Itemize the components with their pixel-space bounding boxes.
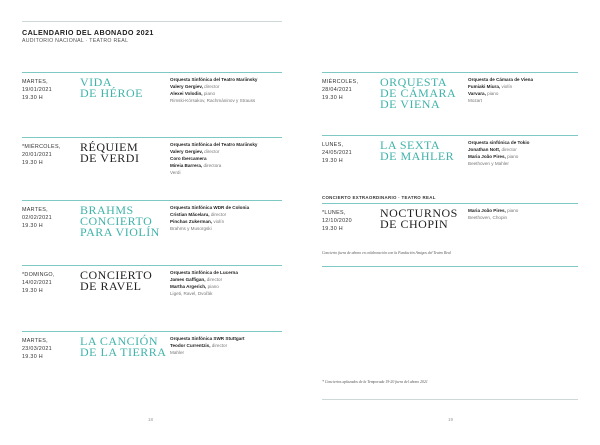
concert-entry	[22, 137, 282, 197]
concert-weekday: *LUNES,	[322, 210, 346, 216]
performer	[170, 90, 282, 97]
performer	[170, 155, 282, 162]
extra-concert-label: CONCIERTO EXTRAORDINARIO · TEATRO REAL	[322, 195, 436, 200]
page-number-left: 18	[148, 417, 154, 422]
concert-entry	[22, 331, 282, 391]
performer-name: Fumiaki Miura,	[468, 84, 501, 89]
concert-entry	[22, 265, 282, 325]
performer-role: director	[204, 84, 220, 89]
page-title: CALENDARIO DEL ABONADO 2021	[22, 28, 154, 37]
concert-title-line: DE CHOPIN	[380, 217, 449, 231]
concert-title-line: DE LA TIERRA	[80, 345, 167, 359]
concert-entry	[322, 72, 578, 132]
concert-date	[322, 141, 352, 165]
performer-role: director	[206, 277, 223, 282]
performer	[170, 148, 282, 155]
performer-name: Jonathan Nott,	[468, 147, 501, 152]
concert-day: 28/04/2021	[322, 87, 352, 93]
entry-rule	[22, 200, 282, 201]
repertoire: Brahms y Musorgski	[170, 226, 212, 231]
concert-title-line: RÉQUIEM	[80, 140, 139, 154]
concert-info	[468, 139, 578, 167]
concert-time: 19.30 H	[322, 226, 343, 232]
performer	[170, 211, 282, 218]
concert-date	[22, 78, 52, 102]
concert-date	[22, 337, 52, 361]
footnote: * Conciertos aplazados de la Temporada 19-20 fuera del abono 2021	[322, 380, 428, 384]
repertoire: Beethoven y Mahler	[468, 161, 509, 166]
concert-weekday: MARTES,	[22, 207, 48, 213]
concert-title	[80, 336, 166, 358]
concert-title-line: CONCIERTO	[80, 268, 153, 282]
concert-title-line: DE CÁMARA	[380, 86, 457, 100]
concert-title-line: PARA VIOLÍN	[80, 225, 160, 239]
concert-time: 19.30 H	[22, 354, 43, 360]
performer-name: Valery Gergiev,	[170, 84, 203, 89]
concert-info	[170, 335, 282, 356]
performer-name: Pinchas Zukerman,	[170, 219, 213, 224]
concert-title-line: LA SEXTA	[380, 138, 441, 152]
repertoire: Mozart	[468, 98, 483, 103]
concert-title	[80, 142, 139, 164]
concert-title-line: DE VERDI	[80, 151, 140, 165]
performer-name: Mireia Barrera,	[170, 163, 203, 168]
concert-entry	[22, 200, 282, 260]
concert-title-line: DE VIENA	[380, 97, 441, 111]
performer	[468, 153, 578, 160]
concert-title	[380, 140, 454, 162]
concert-title-line: BRAHMS	[80, 203, 134, 217]
concert-entry	[322, 135, 578, 195]
concert-title-line: CONCIERTO	[80, 214, 153, 228]
performer-name: Cristian Măcelaru,	[170, 212, 210, 217]
concert-info	[170, 269, 282, 297]
orchestra-name: Orquesta sinfónica de Tokio	[468, 140, 530, 145]
performer-role: violín	[501, 84, 513, 89]
orchestra-name: Orquesta Sinfónica del Teatro Mariinsky	[170, 77, 258, 82]
entry-rule	[322, 135, 578, 136]
performer-role: piano	[507, 154, 519, 159]
performer	[170, 276, 282, 283]
repertoire: Beethoven, Chopin	[468, 215, 508, 220]
concert-title-line: DE RAVEL	[80, 279, 142, 293]
entry-rule	[322, 72, 578, 73]
concert-date	[22, 206, 52, 230]
concert-day: 23/03/2021	[22, 346, 52, 352]
section-rule	[322, 266, 578, 267]
concert-title	[80, 270, 152, 292]
performer-name: Teodor Currentzis,	[170, 343, 211, 348]
concert-weekday: MARTES,	[22, 338, 48, 344]
concert-title-line: DE HÉROE	[80, 86, 143, 100]
repertoire: Verdi	[170, 170, 181, 175]
concert-date	[322, 209, 352, 233]
performer-role: director	[210, 212, 227, 217]
repertoire: Rimski-Kórsakov, Rachmáninov y Strauss	[170, 98, 256, 103]
entry-rule	[22, 265, 282, 266]
performer	[170, 162, 282, 169]
performer-name: Martha Argerich,	[170, 284, 207, 289]
concert-weekday: *DOMINGO,	[22, 272, 55, 278]
performer	[170, 83, 282, 90]
repertoire: Ligeti, Ravel, Dvořák	[170, 291, 213, 296]
concert-title-line: LA CANCIÓN	[80, 334, 159, 348]
performer-role: director	[501, 147, 517, 152]
entry-rule	[22, 331, 282, 332]
performer-name: Coro Ibercamera	[170, 156, 207, 161]
concert-info	[468, 76, 578, 104]
orchestra-name: Orquesta Sinfónica WDR de Colonia	[170, 205, 250, 210]
bottom-rule	[322, 399, 578, 400]
concert-day: 12/10/2020	[322, 218, 352, 224]
concert-entry	[22, 72, 282, 132]
concert-info	[170, 76, 282, 104]
performer-role: directora	[203, 163, 222, 168]
performer	[170, 283, 282, 290]
performer-role: piano	[487, 91, 499, 96]
performer	[170, 342, 282, 349]
concert-date	[322, 78, 358, 102]
concert-day: 02/02/2021	[22, 215, 52, 221]
performer-name: Maria João Pires,	[468, 208, 506, 213]
performer-role: violín	[213, 219, 225, 224]
concert-weekday: MIÉRCOLES,	[322, 79, 359, 85]
performer-role: director	[204, 149, 220, 154]
concert-date	[22, 271, 55, 295]
performer-role: piano	[507, 208, 519, 213]
orchestra-name: Orquesta Sinfónica SWR Stuttgart	[170, 336, 245, 341]
repertoire: Mahler	[170, 350, 185, 355]
concert-day: 24/05/2021	[322, 150, 352, 156]
extra-concert-note: Concierto fuera de abono en colaboración con la Fundación Amigos del Teatro Real	[322, 251, 451, 255]
performer-name: James Gaffigan,	[170, 277, 206, 282]
concert-info	[170, 141, 282, 176]
concert-title	[380, 77, 456, 110]
concert-title-line: VIDA	[80, 75, 112, 89]
concert-date	[22, 143, 61, 167]
performer	[170, 218, 282, 225]
performer	[468, 90, 578, 97]
performer-name: Varvara,	[468, 91, 486, 96]
performer	[468, 207, 578, 214]
performer	[468, 83, 578, 90]
performer-role: director	[211, 343, 228, 348]
entry-rule	[22, 72, 282, 73]
concert-time: 19.30 H	[22, 223, 43, 229]
concert-time: 19.30 H	[22, 288, 43, 294]
performer-role: piano	[203, 91, 216, 96]
entry-rule	[322, 203, 578, 204]
concert-title	[80, 77, 143, 99]
entry-rule	[22, 137, 282, 138]
concert-title	[380, 208, 458, 230]
concert-time: 19.30 H	[22, 160, 43, 166]
concert-day: 14/02/2021	[22, 280, 52, 286]
performer-name: Valery Gergiev,	[170, 149, 203, 154]
orchestra-name: Orquesta Sinfónica de Lucerna	[170, 270, 238, 275]
page-number-right: 19	[448, 417, 454, 422]
page-subtitle: AUDITORIO NACIONAL · TEATRO REAL	[22, 38, 129, 44]
concert-weekday: MARTES,	[22, 79, 48, 85]
performer-role: piano	[207, 284, 219, 289]
concert-time: 19.30 H	[322, 95, 343, 101]
performer-name: Maria João Pires,	[468, 154, 506, 159]
concert-day: 20/01/2021	[22, 152, 52, 158]
concert-time: 19.30 H	[322, 158, 343, 164]
concert-info	[170, 204, 282, 232]
concert-day: 19/01/2021	[22, 87, 52, 93]
concert-weekday: *MIÉRCOLES,	[22, 144, 61, 150]
concert-info	[468, 207, 578, 221]
concert-title-line: DE MAHLER	[380, 149, 455, 163]
concert-title	[80, 205, 160, 238]
concert-title-line: ORQUESTA	[380, 75, 448, 89]
orchestra-name: Orquesta de Cámara de Viena	[468, 77, 534, 82]
concert-time: 19.30 H	[22, 95, 43, 101]
performer-name: Alexei Volodin,	[170, 91, 203, 96]
orchestra-name: Orquesta Sinfónica del Teatro Mariinsky	[170, 142, 258, 147]
performer	[468, 146, 578, 153]
concert-weekday: LUNES,	[322, 142, 344, 148]
top-rule	[22, 21, 282, 22]
concert-title-line: NOCTURNOS	[380, 206, 458, 220]
